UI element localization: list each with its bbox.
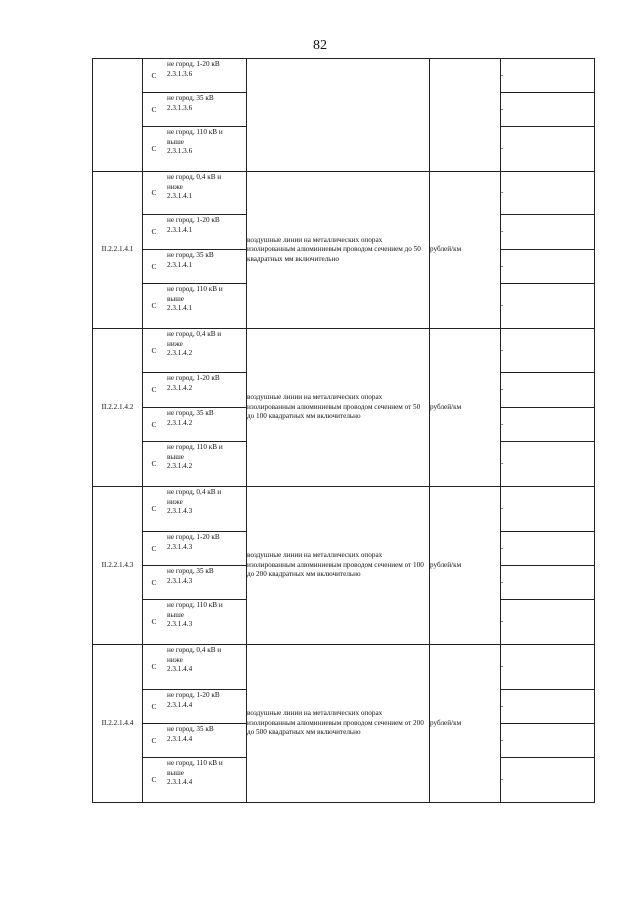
subcategory-letter: С (151, 227, 157, 237)
unit-of-measure: рублей/км (430, 487, 501, 645)
rate-value: - (501, 758, 595, 803)
subcategory-text-line: 2.3.1.4.3 (167, 620, 193, 629)
rate-value: - (501, 172, 595, 215)
rate-value: - (501, 250, 595, 284)
subcategory-cell (143, 59, 247, 93)
table-row (93, 172, 595, 215)
subcategory-cell (143, 127, 247, 172)
subcategory-text-line: 2.3.1.4.4 (167, 778, 193, 787)
rate-value: - (501, 329, 595, 373)
subcategory-text-line: выше (167, 768, 184, 777)
unit-of-measure: рублей/км (430, 645, 501, 803)
subcategory-letter: С (151, 775, 157, 785)
table-row (93, 329, 595, 373)
rate-value: - (501, 690, 595, 724)
rate-value: - (501, 645, 595, 690)
unit-of-measure: рублей/км (430, 329, 501, 487)
rate-value: - (501, 487, 595, 532)
subcategory-text-line: не город, 110 кВ и (167, 285, 223, 293)
line-description: воздушные линии на металлических опорах изолированным алюминиевым проводом сечением от 50 до 100 квадратных мм включительно (247, 329, 430, 487)
subcategory-text-line: не город, 1-20 кВ (167, 533, 220, 541)
subcategory-text-line: 2.3.1.4.2 (167, 383, 193, 392)
subcategory-cell (143, 329, 247, 373)
subcategory-letter: С (151, 543, 157, 553)
subcategory-text-line: не город, 35 кВ (167, 567, 214, 575)
subcategory-text-line: не город, 35 кВ (167, 94, 214, 102)
subcategory-text-line: 2.3.1.4.4 (167, 700, 193, 709)
row-code: II.2.2.1.4.4 (93, 645, 143, 803)
subcategory-text-line: не город, 0,4 кВ и (167, 646, 222, 654)
subcategory-text-line: не город, 110 кВ и (167, 128, 223, 136)
subcategory-text-line: выше (167, 137, 184, 146)
subcategory-text-line: не город, 0,4 кВ и (167, 330, 222, 338)
subcategory-text-line: не город, 0,4 кВ и (167, 173, 222, 181)
subcategory-text-line: 2.3.1.4.1 (167, 304, 193, 313)
subcategory-text-line: не город, 1-20 кВ (167, 60, 220, 68)
subcategory-cell (143, 758, 247, 803)
subcategory-text-line: не город, 1-20 кВ (167, 216, 220, 224)
subcategory-letter: С (151, 577, 157, 587)
subcategory-text-line: не город, 110 кВ и (167, 443, 223, 451)
rate-value: - (501, 408, 595, 442)
rate-value: - (501, 442, 595, 487)
subcategory-text-line: не город, 35 кВ (167, 725, 214, 733)
subcategory-cell (143, 724, 247, 758)
subcategory-letter: С (151, 104, 157, 114)
subcategory-cell (143, 373, 247, 408)
subcategory-text-line: не город, 35 кВ (167, 251, 214, 259)
subcategory-letter: С (151, 662, 157, 672)
rate-value: - (501, 284, 595, 329)
subcategory-text-line: ниже (167, 497, 183, 506)
rate-value: - (501, 215, 595, 250)
rate-value: - (501, 59, 595, 93)
line-description: воздушные линии на металлических опорах изолированным алюминиевым проводом сечением от 200 до 500 квадратных мм включительно (247, 645, 430, 803)
subcategory-cell (143, 566, 247, 600)
subcategory-cell (143, 284, 247, 329)
subcategory-text-line: 2.3.1.4.4 (167, 665, 193, 674)
rate-value: - (501, 566, 595, 600)
subcategory-cell (143, 408, 247, 442)
subcategory-text-line: не город, 1-20 кВ (167, 374, 220, 382)
subcategory-letter: С (151, 261, 157, 271)
subcategory-text-line: не город, 110 кВ и (167, 601, 223, 609)
table-row (93, 59, 595, 93)
subcategory-cell (143, 600, 247, 645)
subcategory-letter: С (151, 617, 157, 627)
unit-of-measure: рублей/км (430, 172, 501, 329)
unit-of-measure (430, 59, 501, 172)
subcategory-cell (143, 442, 247, 487)
subcategory-text-line: ниже (167, 339, 183, 348)
subcategory-text-line: 2.3.1.4.4 (167, 734, 193, 743)
subcategory-letter: С (151, 301, 157, 311)
subcategory-text-line: 2.3.1.4.2 (167, 418, 193, 427)
subcategory-text-line: не город, 110 кВ и (167, 759, 223, 767)
line-description (247, 59, 430, 172)
subcategory-text-line: 2.3.1.4.1 (167, 192, 193, 201)
subcategory-text-line: выше (167, 610, 184, 619)
subcategory-cell (143, 93, 247, 127)
subcategory-text-line: выше (167, 294, 184, 303)
subcategory-letter: С (151, 345, 157, 355)
line-description: воздушные линии на металлических опорах изолированным алюминиевым проводом сечением от 100 до 200 квадратных мм включительно (247, 487, 430, 645)
subcategory-text-line: не город, 1-20 кВ (167, 691, 220, 699)
table-row (93, 645, 595, 690)
subcategory-cell (143, 690, 247, 724)
subcategory-letter: С (151, 701, 157, 711)
subcategory-letter: С (151, 70, 157, 80)
subcategory-text-line: 2.3.1.4.1 (167, 225, 193, 234)
subcategory-letter: С (151, 735, 157, 745)
subcategory-cell (143, 172, 247, 215)
subcategory-text-line: 2.3.1.4.2 (167, 462, 193, 471)
subcategory-text-line: 2.3.1.3.6 (167, 147, 193, 156)
subcategory-text-line: не город, 35 кВ (167, 409, 214, 417)
subcategory-text-line: 2.3.1.4.3 (167, 507, 193, 516)
subcategory-cell (143, 215, 247, 250)
subcategory-text-line: ниже (167, 655, 183, 664)
page-number: 82 (313, 38, 327, 53)
subcategory-text-line: 2.3.1.4.3 (167, 542, 193, 551)
row-code (93, 59, 143, 172)
subcategory-cell (143, 487, 247, 532)
subcategory-text-line: 2.3.1.4.1 (167, 260, 193, 269)
subcategory-text-line: 2.3.1.4.2 (167, 349, 193, 358)
subcategory-letter: С (151, 188, 157, 198)
subcategory-text-line: ниже (167, 182, 183, 191)
table-row (93, 487, 595, 532)
row-code: II.2.2.1.4.2 (93, 329, 143, 487)
subcategory-letter: С (151, 419, 157, 429)
subcategory-cell (143, 645, 247, 690)
subcategory-text-line: 2.3.1.4.3 (167, 576, 193, 585)
row-code: II.2.2.1.4.1 (93, 172, 143, 329)
rate-value: - (501, 600, 595, 645)
rate-value: - (501, 373, 595, 408)
subcategory-cell (143, 250, 247, 284)
rate-value: - (501, 532, 595, 566)
subcategory-letter: С (151, 385, 157, 395)
rate-value: - (501, 127, 595, 172)
rate-value: - (501, 724, 595, 758)
subcategory-letter: С (151, 504, 157, 514)
subcategory-text-line: не город, 0,4 кВ и (167, 488, 222, 496)
subcategory-text-line: 2.3.1.3.6 (167, 69, 193, 78)
subcategory-letter: С (151, 459, 157, 469)
subcategory-letter: С (151, 144, 157, 154)
rate-value: - (501, 93, 595, 127)
tariff-table (92, 58, 595, 803)
subcategory-text-line: 2.3.1.3.6 (167, 103, 193, 112)
line-description: воздушные линии на металлических опорах изолированным алюминиевым проводом сечением до 50 квадратных мм включительно (247, 172, 430, 329)
subcategory-text-line: выше (167, 452, 184, 461)
row-code: II.2.2.1.4.3 (93, 487, 143, 645)
subcategory-cell (143, 532, 247, 566)
